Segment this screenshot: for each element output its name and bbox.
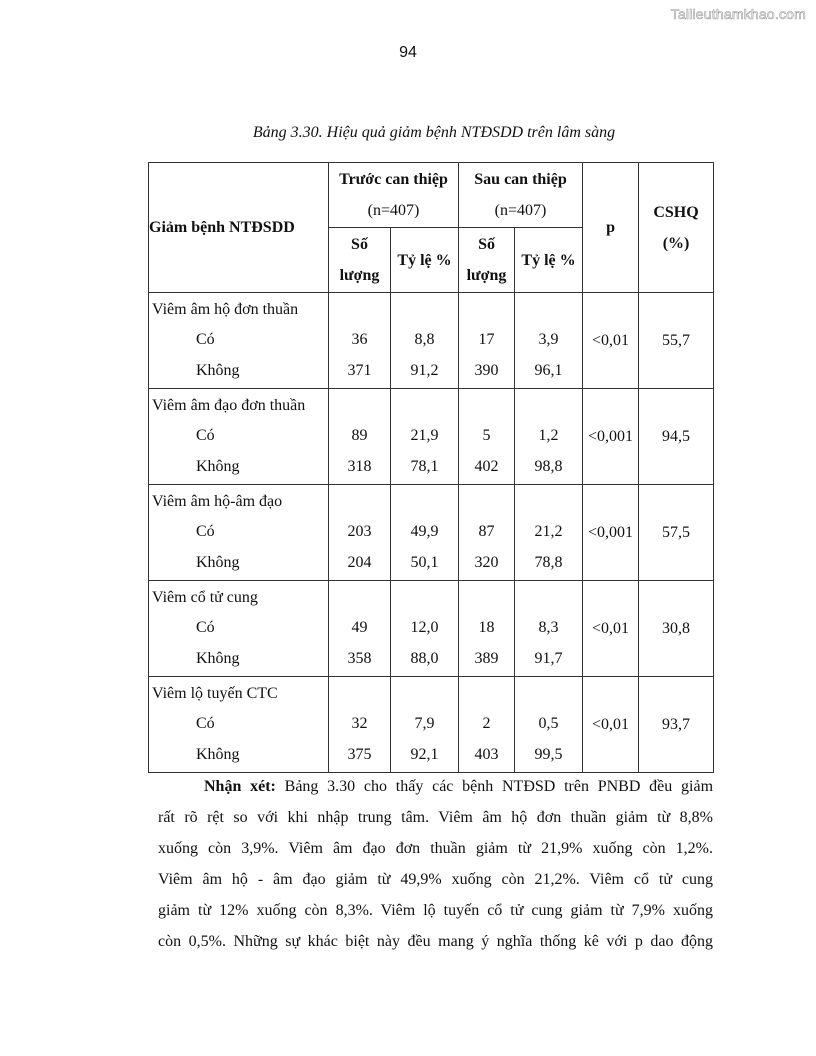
after_n-value: 389 [474,649,499,667]
p-value: <0,001 [588,524,634,541]
cshq-cell [639,293,714,389]
label-cell [149,581,329,677]
after_pct-cell [515,581,583,677]
option-label: Không [196,361,240,379]
cshq-unit: (%) [662,234,690,252]
after_pct-value: 1,2 [538,427,559,445]
p-cell [583,293,639,389]
blank [391,487,458,517]
before_n-cell [329,677,391,773]
after_n-value: 402 [474,457,499,475]
disease-name: Viêm âm hộ đơn thuần [152,301,299,319]
cshq-value: 30,8 [662,620,691,637]
blank [459,391,514,421]
cshq-value: 93,7 [662,716,691,733]
remark-line: Viêm âm hộ - âm đạo giảm từ 49,9% xuống còn 21,2%. Viêm cổ tử cung [158,871,713,888]
option-label: Không [196,553,240,571]
after_n-value: 5 [482,427,491,445]
cshq-header [639,163,714,293]
before_pct-cell [391,581,459,677]
option-label: Có [196,715,215,733]
after_n-value: 87 [478,523,495,541]
cshq-cell [639,677,714,773]
after_n-cell [459,677,515,773]
after_pct-value: 3,9 [538,331,559,349]
before-percent-header: Tỷ lệ % [391,228,459,293]
option-label: Có [196,523,215,541]
blank [515,295,582,325]
after_n-cell [459,485,515,581]
table-caption: Bảng 3.30. Hiệu quả giảm bệnh NTĐSDD trên lâm sàng [252,124,616,141]
p-cell [583,581,639,677]
before_pct-value: 12,0 [410,619,439,637]
after_n-value: 17 [478,331,495,349]
results-table [148,162,714,773]
blank [515,487,582,517]
before_pct-value: 49,9 [410,523,439,541]
remark-line: giảm từ 12% xuống còn 8,3%. Viêm lộ tuyến cổ tử cung giảm từ 7,9% xuống [158,902,713,919]
before_n-cell [329,581,391,677]
blank [391,679,458,709]
before_pct-value: 88,0 [410,649,439,667]
cshq-cell [639,389,714,485]
remark-text: Bảng 3.30 cho thấy các bệnh NTĐSD trên PNBD đều giảm [284,778,714,795]
p-cell [583,485,639,581]
p-value: <0,01 [592,332,630,349]
before-title: Trước can thiệp [339,171,448,188]
remark-paragraph [158,771,713,957]
before_n-value: 358 [347,649,372,667]
option-label: Có [196,331,215,349]
after_pct-value: 8,3 [538,619,559,637]
label-cell [149,677,329,773]
after-count-header [459,228,515,293]
disease-name: Viêm âm hộ-âm đạo [152,493,283,511]
after-percent-header: Tỷ lệ % [515,228,583,293]
p-value: <0,01 [592,620,630,637]
blank [515,583,582,613]
remark-label: Nhận xét: [204,778,276,795]
after-intervention-header [459,163,583,228]
disease-name: Viêm lộ tuyến CTC [152,685,278,703]
before_n-value: 204 [347,553,372,571]
cshq-value: 57,5 [662,524,691,541]
table-body [149,293,714,773]
remark-line [158,771,713,802]
after_n-value: 320 [474,553,499,571]
before-intervention-header [329,163,459,228]
blank [329,391,390,421]
count-label-line1: Số [351,236,368,253]
option-label: Không [196,649,240,667]
after-title: Sau can thiệp [474,171,567,188]
after_pct-value: 0,5 [538,715,559,733]
blank [329,487,390,517]
after_pct-value: 21,2 [534,523,563,541]
blank [329,295,390,325]
p-value: <0,001 [588,428,634,445]
cshq-value: 55,7 [662,332,691,349]
blank [391,583,458,613]
before_pct-cell [391,485,459,581]
p-cell [583,677,639,773]
after_pct-value: 78,8 [534,553,563,571]
before_pct-value: 91,2 [410,361,439,379]
after_pct-cell [515,677,583,773]
blank [329,679,390,709]
p-value: <0,01 [592,716,630,733]
label-cell [149,389,329,485]
before_n-cell [329,389,391,485]
remark-line: xuống còn 3,9%. Viêm âm đạo đơn thuần giảm từ 21,9% xuống còn 1,2%. [158,840,713,857]
cshq-cell [639,581,714,677]
after_n-value: 390 [474,361,499,379]
label-cell [149,293,329,389]
before_pct-cell [391,293,459,389]
p-cell [583,389,639,485]
before_n-value: 49 [351,619,368,637]
after_n-cell [459,389,515,485]
before_pct-value: 7,9 [414,715,435,733]
blank [459,295,514,325]
table-row [149,389,714,485]
table-row [149,677,714,773]
after-n: (n=407) [494,202,547,219]
page-number: 94 [399,44,417,61]
table-header [149,163,714,293]
count-label-line2: lượng [466,267,507,284]
after_n-value: 2 [482,715,491,733]
before_n-value: 89 [351,427,368,445]
group-column-header: Giảm bệnh NTĐSDD [149,163,329,293]
p-value-header: p [583,163,639,293]
cshq-cell [639,485,714,581]
after_n-value: 403 [474,745,499,763]
blank [515,391,582,421]
option-label: Không [196,745,240,763]
after_pct-value: 99,5 [534,745,563,763]
cshq-title: CSHQ [653,203,699,221]
blank [459,679,514,709]
before_n-value: 371 [347,361,372,379]
after_pct-cell [515,293,583,389]
after_pct-value: 91,7 [534,649,563,667]
before_pct-value: 8,8 [414,331,435,349]
blank [329,583,390,613]
blank [391,295,458,325]
watermark: Tailieuthamkhao.com [670,6,806,22]
disease-name: Viêm cổ tử cung [152,589,258,607]
before_n-value: 32 [351,715,368,733]
option-label: Có [196,427,215,445]
label-cell [149,485,329,581]
disease-name: Viêm âm đạo đơn thuần [152,397,306,415]
before-count-header [329,228,391,293]
before_pct-value: 78,1 [410,457,439,475]
after_pct-cell [515,485,583,581]
blank [515,679,582,709]
before_pct-value: 92,1 [410,745,439,763]
table-row [149,485,714,581]
cshq-value: 94,5 [662,428,691,445]
before_pct-cell [391,389,459,485]
after_n-value: 18 [478,619,495,637]
before_n-value: 203 [347,523,372,541]
after_pct-cell [515,389,583,485]
blank [391,391,458,421]
count-label-line2: lượng [339,267,380,284]
before_n-value: 318 [347,457,372,475]
before-n: (n=407) [367,202,420,219]
blank [459,583,514,613]
option-label: Có [196,619,215,637]
before_n-cell [329,485,391,581]
table-row [149,293,714,389]
before_n-cell [329,293,391,389]
after_n-cell [459,293,515,389]
before_pct-value: 21,9 [410,427,439,445]
remark-line: rất rõ rệt so với khi nhập trung tâm. Viêm âm hộ đơn thuần giảm từ 8,8% [158,809,713,826]
count-label-line1: Số [478,236,495,253]
remark-line: còn 0,5%. Những sự khác biệt này đều mang ý nghĩa thống kê với p dao động [158,933,713,950]
option-label: Không [196,457,240,475]
after_pct-value: 98,8 [534,457,563,475]
blank [459,487,514,517]
after_pct-value: 96,1 [534,361,563,379]
table-row [149,581,714,677]
before_n-value: 36 [351,331,368,349]
after_n-cell [459,581,515,677]
before_n-value: 375 [347,745,372,763]
before_pct-value: 50,1 [410,553,439,571]
before_pct-cell [391,677,459,773]
